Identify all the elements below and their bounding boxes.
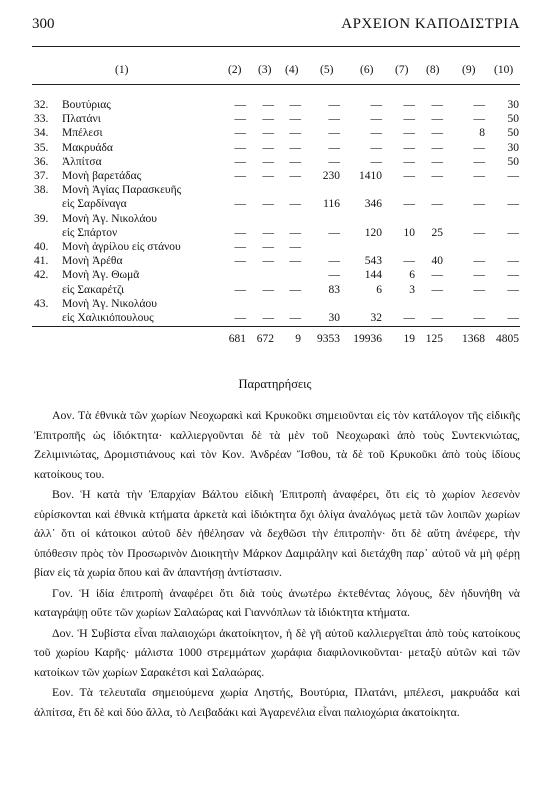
- table-cell: —: [234, 155, 246, 168]
- table-cell: —: [473, 255, 485, 268]
- table-cell: —: [262, 312, 274, 324]
- table-cell: —: [403, 312, 415, 324]
- row-number: 39.: [34, 212, 49, 225]
- table-cell: —: [370, 155, 382, 168]
- table-cell: —: [234, 113, 246, 126]
- column-header: (6): [360, 64, 374, 76]
- table-cell: 8: [479, 127, 485, 140]
- table-cell: —: [507, 269, 519, 282]
- table-cell: —: [403, 99, 415, 111]
- table-row: [0, 312, 550, 326]
- row-number: 33.: [34, 113, 49, 126]
- note-paragraph: Γον. Ἡ ἰδία ἐπιτροπὴ ἀναφέρει ὅτι διὰ τοὺς ἀνωτέρω ἐκτεθέντας λόγους, δὲν ἠδυνήθη νὰ καταγράψῃ οὔτε τῶν χωρίων Σαλαώρας καὶ Γιαννόπλων τὰ ἰδιόκτητα κτήματα.: [34, 585, 520, 619]
- table-cell: —: [370, 113, 382, 126]
- table-cell: —: [328, 269, 340, 282]
- table-cell: —: [431, 312, 443, 324]
- total-cell: 19936: [353, 333, 382, 345]
- table-cell: —: [473, 312, 485, 324]
- table-cell: —: [403, 113, 415, 126]
- table-row: [0, 170, 550, 184]
- table-cell: —: [234, 312, 246, 324]
- row-number: 40.: [34, 241, 49, 253]
- table-cell: —: [234, 170, 246, 182]
- total-cell: 4805: [496, 333, 519, 345]
- table-header-rule: [32, 84, 520, 85]
- table-cell: —: [262, 113, 274, 126]
- row-name: Ἀλπίτσα: [62, 155, 102, 168]
- table-cell: —: [507, 255, 519, 268]
- table-cell: —: [473, 269, 485, 282]
- table-cell: —: [431, 170, 443, 182]
- row-name: Μπέλεσι: [62, 127, 103, 140]
- table-cell: 40: [431, 255, 443, 268]
- table-cell: 50: [507, 155, 519, 168]
- column-header: (2): [228, 64, 242, 76]
- row-number: 43.: [34, 297, 49, 310]
- table-cell: 50: [507, 127, 519, 140]
- row-name: εἰς Σακαρέτζι: [62, 283, 125, 296]
- table-row: [0, 156, 550, 170]
- table-cell: —: [234, 99, 246, 111]
- column-header: (7): [395, 64, 409, 76]
- column-header: (4): [285, 64, 299, 76]
- table-cell: —: [507, 312, 519, 324]
- table-cell: —: [431, 283, 443, 296]
- table-cell: —: [403, 255, 415, 268]
- table-cell: 116: [323, 198, 340, 211]
- table-cell: —: [234, 255, 246, 268]
- row-name: εἰς Σπάρτον: [62, 226, 118, 239]
- row-number: 35.: [34, 141, 49, 154]
- table-row: [0, 269, 550, 283]
- table-cell: —: [262, 127, 274, 140]
- row-number: 34.: [34, 127, 49, 140]
- table-cell: —: [289, 99, 301, 111]
- table-cell: —: [473, 198, 485, 211]
- table-cell: —: [262, 170, 274, 182]
- row-name: Μονὴ Ἀρέθα: [62, 255, 123, 268]
- table-row: [0, 255, 550, 269]
- table-cell: —: [431, 127, 443, 140]
- notes-body: [34, 406, 520, 723]
- table-cell: —: [262, 99, 274, 111]
- table-cell: —: [234, 226, 246, 239]
- total-cell: 9353: [317, 333, 340, 345]
- table-cell: —: [289, 198, 301, 211]
- table-cell: 10: [403, 226, 415, 239]
- row-name: Πλατάνι: [62, 113, 101, 126]
- table-cell: —: [289, 312, 301, 324]
- row-name: Μονὴ Ἁγ. Νικολάου: [62, 297, 157, 310]
- row-name: εἰς Σαρδίναγα: [62, 198, 127, 211]
- total-cell: 1368: [462, 333, 485, 345]
- table-row: [0, 142, 550, 156]
- row-number: 36.: [34, 155, 49, 168]
- table-cell: 3: [409, 283, 415, 296]
- table-cell: —: [262, 155, 274, 168]
- header-rule: [32, 46, 520, 47]
- total-cell: 681: [228, 333, 246, 345]
- table-cell: —: [262, 283, 274, 296]
- row-name: Μονὴ Ἁγίας Παρασκευῆς: [62, 184, 182, 197]
- table-cell: —: [403, 127, 415, 140]
- table-cell: —: [289, 226, 301, 239]
- table-cell: 25: [431, 226, 443, 239]
- table-cell: 230: [322, 170, 340, 182]
- table-cell: —: [370, 99, 382, 111]
- row-name: Μονὴ ἀγρίλου εἰς στάνου: [62, 241, 181, 253]
- table-cell: —: [473, 113, 485, 126]
- table-cell: 30: [328, 312, 340, 324]
- column-header: (3): [258, 64, 272, 76]
- table-cell: —: [262, 226, 274, 239]
- table-cell: —: [403, 198, 415, 211]
- note-paragraph: Αον. Τὰ ἐθνικὰ τῶν χωρίων Νεοχωρακὶ καὶ Κρυκοῦκι σημειοῦνται εἰς τὸν κατάλογον τῆς εἰδικῆς Ἐπιτροπῆς ὡς ἰδιόκτητα· καλλιεργοῦνται δὲ τὰ μὲν τοῦ Νεοχωρακὶ ἀπὸ τοὺς Συντεκνιώτας, Ζελιμινιώτας, Δρομιστιάνους καὶ τὸν Κον. Ἀνδρέαν Ἴσθου, τὰ δὲ τοῦ Κρυκοῦκι ἀπὸ τοὺς ἰδίους κατοίκους του.: [34, 408, 520, 481]
- table-cell: —: [289, 127, 301, 140]
- table-cell: —: [289, 255, 301, 268]
- table-row: [0, 213, 550, 227]
- table-cell: —: [289, 113, 301, 126]
- table-cell: —: [473, 99, 485, 111]
- table-cell: —: [328, 99, 340, 111]
- page-number: 300: [32, 16, 55, 32]
- table-row: [0, 113, 550, 127]
- table-cell: —: [473, 170, 485, 182]
- total-cell: 19: [403, 333, 415, 345]
- table-cell: —: [507, 170, 519, 182]
- table-row: [0, 184, 550, 198]
- row-number: 32.: [34, 99, 49, 111]
- total-cell: 125: [425, 333, 443, 345]
- table-cell: 1410: [359, 170, 382, 182]
- notes-title: Παρατηρήσεις: [238, 377, 312, 391]
- table-cell: —: [473, 226, 485, 239]
- table-cell: —: [507, 226, 519, 239]
- table-cell: —: [431, 155, 443, 168]
- table-cell: —: [262, 198, 274, 211]
- total-cell: 672: [256, 333, 274, 345]
- row-number: 41.: [34, 255, 49, 268]
- table-cell: —: [431, 99, 443, 111]
- totals-rule: [32, 326, 520, 327]
- page-header: [32, 16, 520, 42]
- table-cell: —: [403, 155, 415, 168]
- table-cell: —: [507, 198, 519, 211]
- column-header: (1): [115, 64, 129, 76]
- table-cell: 346: [364, 198, 382, 211]
- row-number: 38.: [34, 184, 49, 197]
- table-cell: —: [289, 170, 301, 182]
- column-header: (5): [320, 64, 334, 76]
- table-cell: 6: [409, 269, 415, 282]
- table-cell: —: [328, 127, 340, 140]
- row-number: 42.: [34, 269, 49, 282]
- row-name: Μονὴ Ἁγ. Θωμᾶ: [62, 269, 140, 282]
- table-cell: 32: [370, 312, 382, 324]
- table-cell: 6: [376, 283, 382, 296]
- table-cell: —: [289, 141, 301, 154]
- table-cell: —: [431, 198, 443, 211]
- table-cell: —: [234, 127, 246, 140]
- row-name: Μακρυάδα: [62, 141, 113, 154]
- table-cell: —: [234, 141, 246, 154]
- table-cell: 30: [507, 99, 519, 111]
- table-cell: —: [234, 241, 246, 253]
- table-cell: —: [370, 127, 382, 140]
- table-cell: —: [431, 141, 443, 154]
- table-cell: —: [370, 141, 382, 154]
- table-cell: —: [328, 255, 340, 268]
- table-cell: —: [262, 141, 274, 154]
- table-cell: —: [328, 113, 340, 126]
- table-row: [0, 298, 550, 312]
- table-cell: —: [289, 155, 301, 168]
- table-row: [0, 127, 550, 141]
- total-cell: 9: [295, 333, 301, 345]
- table-row: [0, 241, 550, 255]
- table-row: [0, 227, 550, 241]
- column-header: (8): [426, 64, 440, 76]
- table-cell: —: [507, 283, 519, 296]
- row-number: 37.: [34, 170, 49, 182]
- table-cell: 83: [328, 283, 340, 296]
- table-cell: 120: [364, 226, 382, 239]
- note-paragraph: Εον. Τὰ τελευταῖα σημειούμενα χωρία Ληστής, Βουτύρια, Πλατάνι, μπέλεσι, μακρυάδα καὶ ἀλπίτσα, ἔτι δὲ καὶ δύο ἄλλα, τὸ Λειβαδάκι καὶ Ἀγαρενέλια εἶναι παλιοχώρια ἀκατοίκητα.: [34, 685, 520, 719]
- row-name: εἰς Χαλικιόπουλους: [62, 312, 154, 324]
- row-name: Μονὴ βαρετάδας: [62, 170, 142, 182]
- table-cell: —: [262, 255, 274, 268]
- table-cell: —: [234, 198, 246, 211]
- table-cell: —: [473, 141, 485, 154]
- row-name: Βουτύριας: [62, 99, 111, 111]
- running-title: ΑΡΧΕΙΟΝ ΚΑΠΟΔΙΣΤΡΙΑ: [341, 16, 520, 32]
- table-cell: —: [403, 141, 415, 154]
- table-cell: 50: [507, 113, 519, 126]
- note-paragraph: Δον. Ἡ Συβίστα εἶναι παλαιοχώρι ἀκατοίκητον, ἡ δὲ γῆ αὐτοῦ καλλιεργεῖται ἀπὸ τοὺς κατοίκους τοῦ χωρίου Καρῆς· μάλιστα 1000 στρεμμάτων χωράφια διαφιλονικοῦνται· μεταξὺ αὐτῶν καὶ τῶν κατοίκων τῶν χωρίων Σαρακέτσι καὶ Σαλαώρας.: [34, 625, 520, 679]
- table-cell: —: [234, 283, 246, 296]
- table-row: [0, 284, 550, 298]
- table-cell: —: [289, 283, 301, 296]
- table-cell: —: [473, 283, 485, 296]
- column-header: (10): [494, 64, 514, 76]
- table-cell: —: [328, 155, 340, 168]
- table-cell: —: [473, 155, 485, 168]
- totals-row: [0, 333, 550, 347]
- table-cell: —: [431, 113, 443, 126]
- column-header: (9): [462, 64, 476, 76]
- table-cell: —: [289, 241, 301, 253]
- table-row: [0, 198, 550, 212]
- table-cell: —: [328, 226, 340, 239]
- row-name: Μονὴ Ἁγ. Νικολάου: [62, 212, 157, 225]
- table-cell: —: [328, 141, 340, 154]
- table-row: [0, 99, 550, 113]
- table-cell: 30: [507, 141, 519, 154]
- table-cell: —: [431, 269, 443, 282]
- table-cell: 543: [364, 255, 382, 268]
- table-cell: —: [403, 170, 415, 182]
- table-cell: —: [262, 241, 274, 253]
- table-cell: 144: [364, 269, 382, 282]
- note-paragraph: Βον. Ἡ κατὰ τὴν Ἐπαρχίαν Βάλτου εἰδικὴ Ἐπιτροπὴ ἀναφέρει, ὅτι εἰς τὸ χωρίον λεσενὸν εὑρίσκονται καὶ ἐθνικὰ κτήματα ἀρκετὰ καὶ ἰδιόκτητα ὄχι ὀλίγα ἀναλόγως μετὰ τῶν λοιπῶν χωρίων ἀλλ᾽ ὅτι οἱ κάτοικοι αὐτοῦ δὲν ἠθέλησαν νὰ δεχθῶσι τὴν ἐπιτροπὴν· ὅτι δὲ αὕτη ἀνέφερε, τὴν ὑπόθεσιν πρὸς τὸν Προσωρινὸν Διοικητὴν Μάρκον Δαμιράλην καὶ διετάχθη παρ᾽ αὐτοῦ νὰ μὴ φέρῃ βίαν εἰς τὰ χωρία ὅπου καὶ ἂν ἀπαντήσῃ ἀντίστασιν.: [34, 487, 520, 579]
